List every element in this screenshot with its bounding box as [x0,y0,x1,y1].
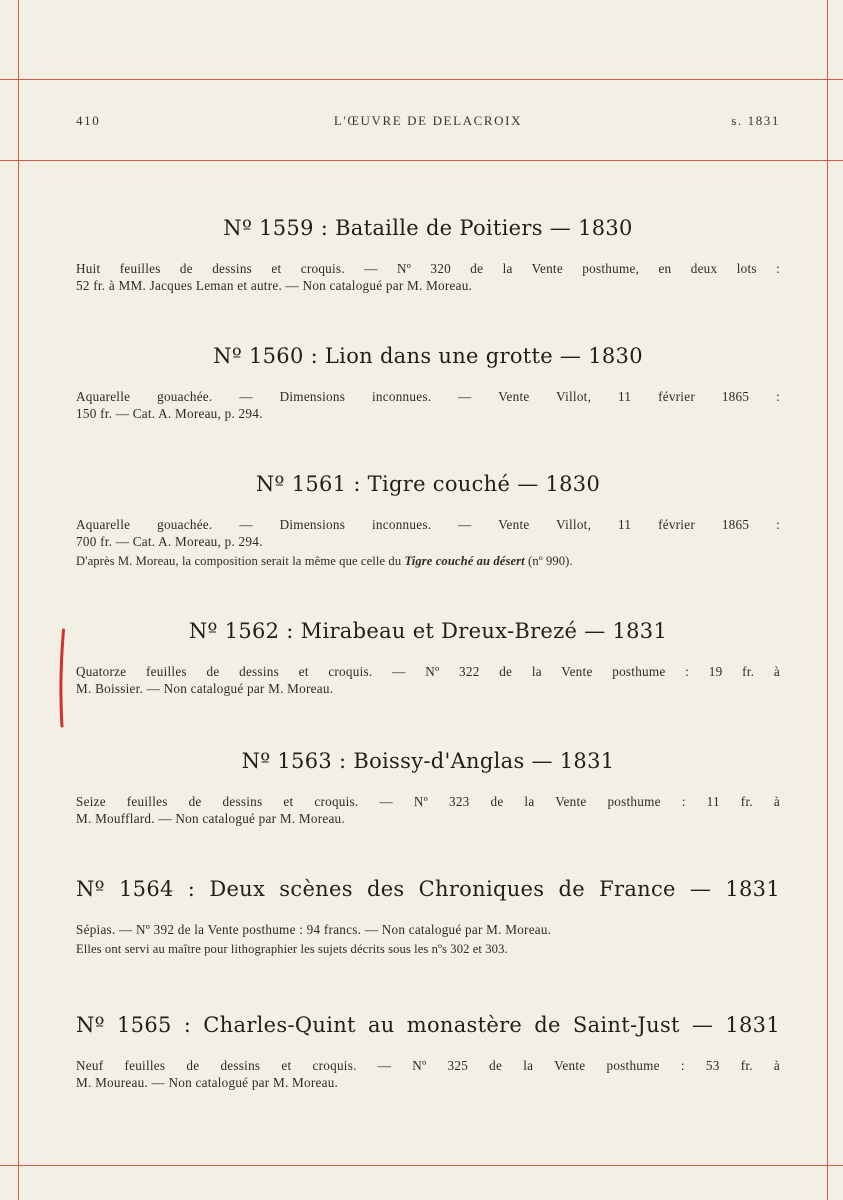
description-line: Quatorze feuilles de dessins et croquis. — Nº 322 de la Vente posthume : 19 fr. à [76,664,780,679]
description-line: 150 fr. — Cat. A. Moreau, p. 294. [76,406,263,421]
description-line: 52 fr. à MM. Jacques Leman et autre. — Non catalogué par M. Moreau. [76,278,473,293]
entry-title: Nº 1564 : Deux scènes des Chroniques de France — 1831 [76,877,780,901]
description-line: Huit feuilles de dessins et croquis. — Nº 320 de la Vente posthume, en deux lots : [76,261,780,276]
pencil-margin-mark [59,628,65,728]
description-line: 700 fr. — Cat. A. Moreau, p. 294. [76,534,263,549]
bottom-rule [0,1165,843,1166]
entry-description [76,516,780,550]
header-rule [0,160,843,161]
top-rule [0,79,843,80]
description-line: Neuf feuilles de dessins et croquis. — Nº 325 de la Vente posthume : 53 fr. à [76,1058,780,1073]
entry-description [76,260,780,294]
note-text: D'après M. Moreau, la composition serait la même que celle du [76,554,402,568]
catalogue-entry [76,749,780,827]
entry-title: Nº 1562 : Mirabeau et Dreux-Brezé — 1831 [188,619,668,643]
description-line: Aquarelle gouachée. — Dimensions inconnues. — Vente Villot, 11 février 1865 : [76,517,780,532]
description-line: M. Moureau. — Non catalogué par M. Moreau. [76,1075,339,1090]
entry-description [76,388,780,422]
entry-note [76,553,780,570]
entry-title: Nº 1565 : Charles-Quint au monastère de Saint-Just — 1831 [76,1013,780,1037]
entry-title: Nº 1559 : Bataille de Poitiers — 1830 [223,216,633,240]
description-line: Sépias. — Nº 392 de la Vente posthume : 94 francs. — Non catalogué par M. Moreau. [76,922,552,937]
catalogue-entry [76,877,780,958]
description-line: M. Boissier. — Non catalogué par M. Moreau. [76,681,334,696]
running-title: L'ŒUVRE DE DELACROIX [333,113,523,128]
note-italic-title: Tigre couché au désert [404,554,525,568]
entry-title: Nº 1560 : Lion dans une grotte — 1830 [213,344,643,368]
right-rule [827,0,828,1200]
catalogue-entry [76,619,780,697]
entry-description [76,793,780,827]
catalogue-entry [76,1013,780,1091]
entry-description [76,663,780,697]
page-number: 410 [76,113,101,128]
running-head [76,113,780,133]
left-rule [18,0,19,1200]
entry-title: Nº 1563 : Boissy-d'Anglas — 1831 [241,749,615,773]
catalogue-entry [76,344,780,422]
description-line: Aquarelle gouachée. — Dimensions inconnues. — Vente Villot, 11 février 1865 : [76,389,780,404]
entry-description [76,1057,780,1091]
catalogue-entry [76,216,780,294]
entry-description [76,921,780,938]
section-marker: s. 1831 [731,113,780,128]
catalogue-entry [76,472,780,570]
entry-note: Elles ont servi au maître pour lithographier les sujets décrits sous les nºs 302 et 303. [76,942,508,956]
entry-title: Nº 1561 : Tigre couché — 1830 [255,472,601,496]
description-line: M. Moufflard. — Non catalogué par M. Moreau. [76,811,345,826]
note-reference: (nº 990). [528,554,573,568]
description-line: Seize feuilles de dessins et croquis. — Nº 323 de la Vente posthume : 11 fr. à [76,794,780,809]
